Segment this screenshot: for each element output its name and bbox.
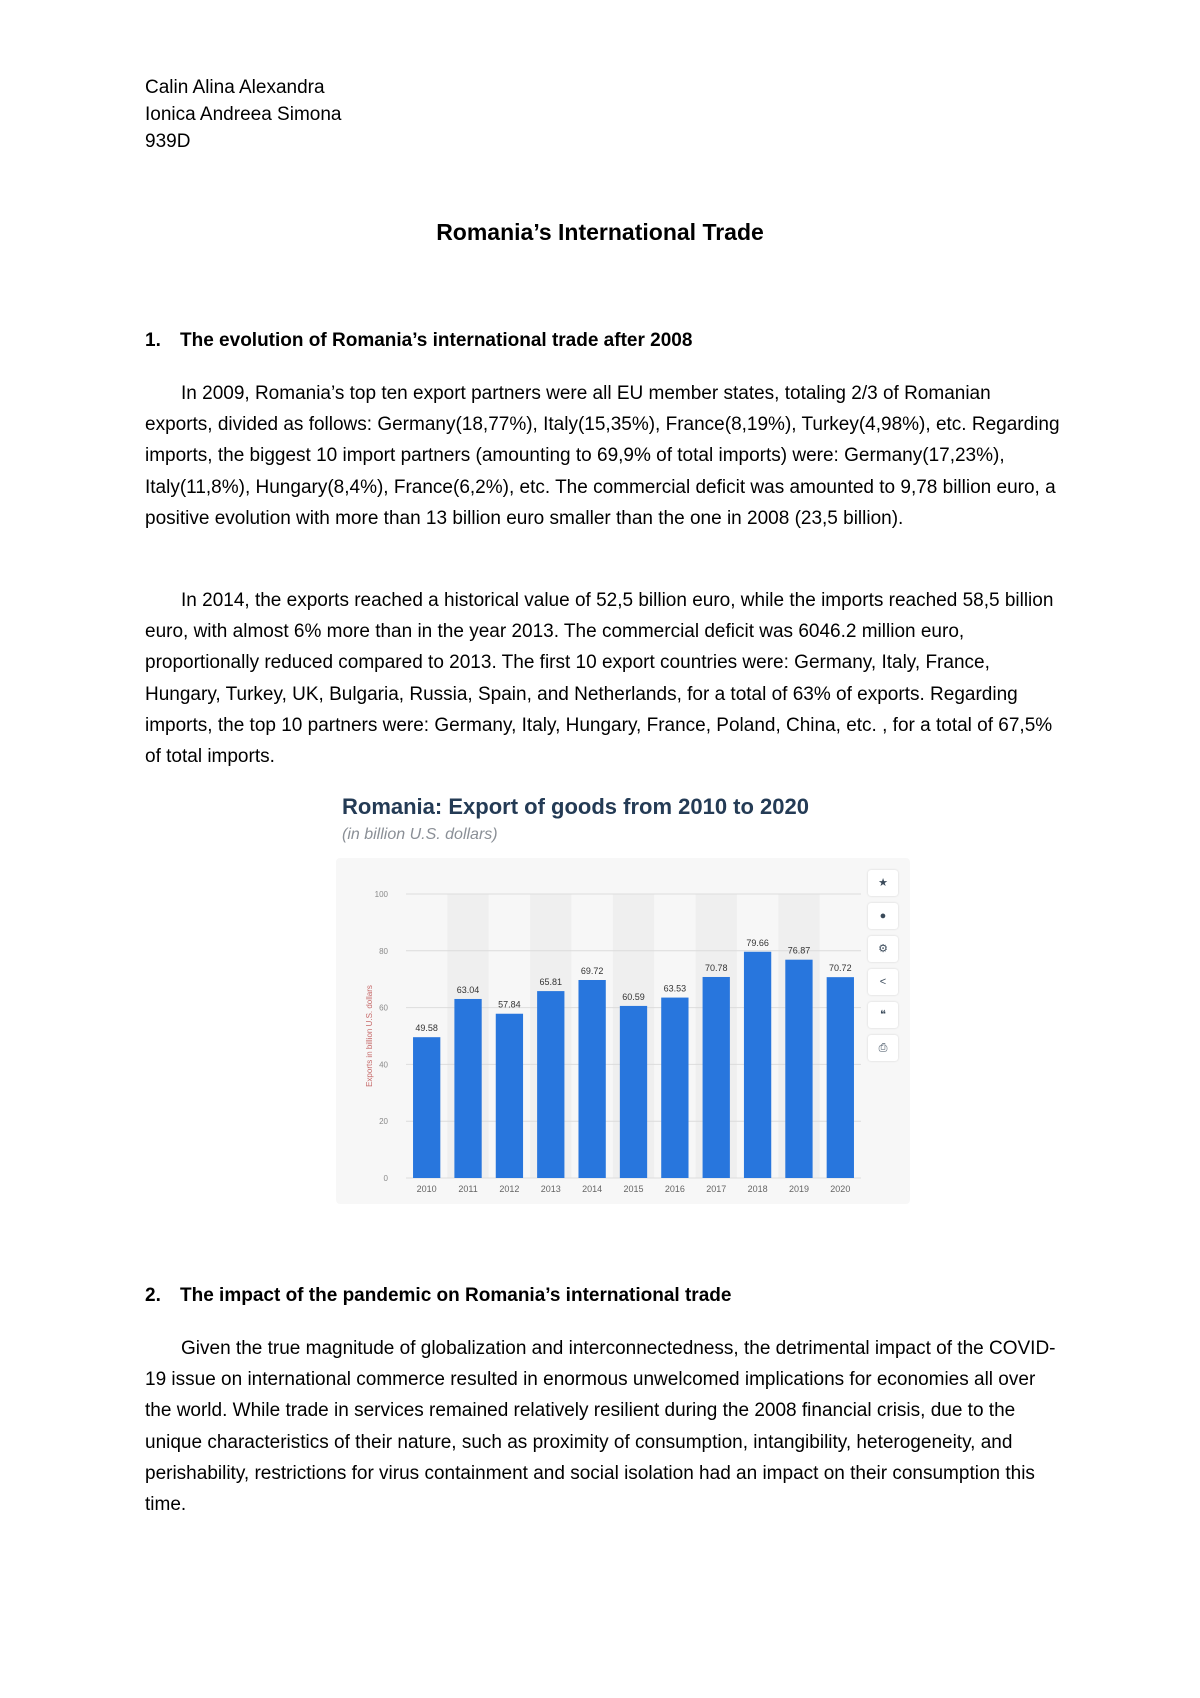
x-tick-label: 2014 xyxy=(582,1184,603,1194)
section-1-number: 1. xyxy=(145,330,161,351)
export-bar-chart xyxy=(336,858,910,1204)
bar-value-label: 76.87 xyxy=(787,945,811,956)
y-tick-label: 100 xyxy=(374,890,388,899)
bar xyxy=(454,999,481,1178)
bar-value-label: 70.72 xyxy=(829,963,852,974)
section-2-number: 2. xyxy=(145,1285,161,1306)
y-tick-label: 0 xyxy=(383,1174,388,1183)
bar xyxy=(413,1037,440,1178)
x-tick-label: 2018 xyxy=(747,1184,768,1194)
share-icon[interactable]: < xyxy=(868,969,898,995)
section-2-heading-text: The impact of the pandemic on Romania’s international trade xyxy=(180,1285,732,1306)
bar-value-label: 65.81 xyxy=(539,977,563,988)
bar xyxy=(496,1014,523,1178)
x-tick-label: 2017 xyxy=(706,1184,727,1194)
x-tick-label: 2011 xyxy=(458,1184,478,1194)
bar xyxy=(620,1006,647,1178)
bar xyxy=(578,980,605,1178)
paragraph-text: In 2014, the exports reached a historical value of 52,5 billion euro, while the imports reached 58,5 billion euro, with almost 6% more than in the year 2013. The commercial deficit was 6046.2 million euro, proportionally reduced compared to 2013. The first 10 export countries were: Germany, Italy, France, Hungary, Turkey, UK, Bulgaria, Russia, Spain, and Netherlands, for a total of 63% of exports. Regarding imports, the top 10 partners were: Germany, Italy, Hungary, France, Poland, China, etc. , for a total of 67,5% of total imports. xyxy=(145,590,1054,768)
bar xyxy=(537,991,564,1178)
bar xyxy=(744,952,771,1178)
bar-value-label: 63.53 xyxy=(663,983,687,994)
y-tick-label: 80 xyxy=(379,946,388,956)
print-icon[interactable]: ⎙ xyxy=(868,1035,898,1061)
bar xyxy=(703,977,730,1178)
x-tick-label: 2016 xyxy=(664,1184,685,1194)
section-2-heading xyxy=(145,1285,732,1307)
section-1-paragraph-2 xyxy=(145,585,1061,772)
bar-value-label: 70.78 xyxy=(704,962,728,973)
bar xyxy=(827,977,854,1178)
favorite-star-icon[interactable]: ★ xyxy=(868,870,898,896)
bar-value-label: 49.58 xyxy=(415,1023,438,1034)
paragraph-text: Given the true magnitude of globalization and interconnectedness, the detrimental impact of the COVID-19 issue on international commerce resulted in enormous unwelcomed implications for economies all over the world. While trade in services remained relatively resilient during the 2008 financial crisis, due to the unique characteristics of their nature, such as proximity of consumption, intangibility, heterogeneity, and perishability, restrictions for virus containment and social isolation had an impact on their consumption this time. xyxy=(145,1338,1056,1516)
section-2-paragraph-1 xyxy=(145,1333,1061,1520)
notification-bell-icon[interactable]: ● xyxy=(868,903,898,929)
x-tick-label: 2010 xyxy=(416,1184,437,1194)
y-tick-label: 20 xyxy=(379,1117,388,1127)
chart-subtitle: (in billion U.S. dollars) xyxy=(342,826,498,843)
author-name: Ionica Andreea Simona xyxy=(145,104,342,125)
x-tick-label: 2019 xyxy=(788,1184,809,1194)
bar-value-label: 79.66 xyxy=(746,937,769,948)
bar-value-label: 57.84 xyxy=(498,999,521,1010)
section-1-heading xyxy=(145,330,693,352)
paragraph-text: In 2009, Romania’s top ten export partners were all EU member states, totaling 2/3 of Romanian exports, divided as follows: Germany(18,77%), Italy(15,35%), France(8,19%), Turkey(4,98%), etc. Regarding imports, the biggest 10 import partners (amounting to 69,9% of total imports) were: Germany(17,23%), Italy(11,8%), Hungary(8,4%), France(6,2%), etc. The commercial deficit was amounted to 9,78 billion euro, a positive evolution with more than 13 billion euro smaller than the one in 2008 (23,5 billion). xyxy=(145,383,1060,529)
x-tick-label: 2015 xyxy=(623,1184,644,1194)
bar-value-label: 63.04 xyxy=(456,984,480,995)
chart-title: Romania: Export of goods from 2010 to 2020 xyxy=(342,794,809,819)
y-axis-label: Exports in billion U.S. dollars xyxy=(365,985,374,1087)
x-tick-label: 2013 xyxy=(540,1184,561,1194)
bar xyxy=(661,998,688,1178)
document-title: Romania’s International Trade xyxy=(436,219,764,245)
x-tick-label: 2012 xyxy=(499,1184,520,1194)
bar-value-label: 69.72 xyxy=(580,965,604,976)
section-1-paragraph-1 xyxy=(145,378,1061,534)
group-code: 939D xyxy=(145,131,191,152)
author-block xyxy=(145,74,341,155)
bar xyxy=(785,960,812,1178)
cite-quote-icon[interactable]: ❝ xyxy=(868,1002,898,1028)
author-name: Calin Alina Alexandra xyxy=(145,77,325,98)
y-tick-label: 60 xyxy=(379,1003,388,1013)
x-tick-label: 2020 xyxy=(830,1184,851,1194)
bar-value-label: 60.59 xyxy=(622,991,645,1002)
settings-gear-icon[interactable]: ⚙ xyxy=(868,936,898,962)
y-tick-label: 40 xyxy=(379,1060,388,1070)
section-1-heading-text: The evolution of Romania’s international trade after 2008 xyxy=(180,330,693,351)
